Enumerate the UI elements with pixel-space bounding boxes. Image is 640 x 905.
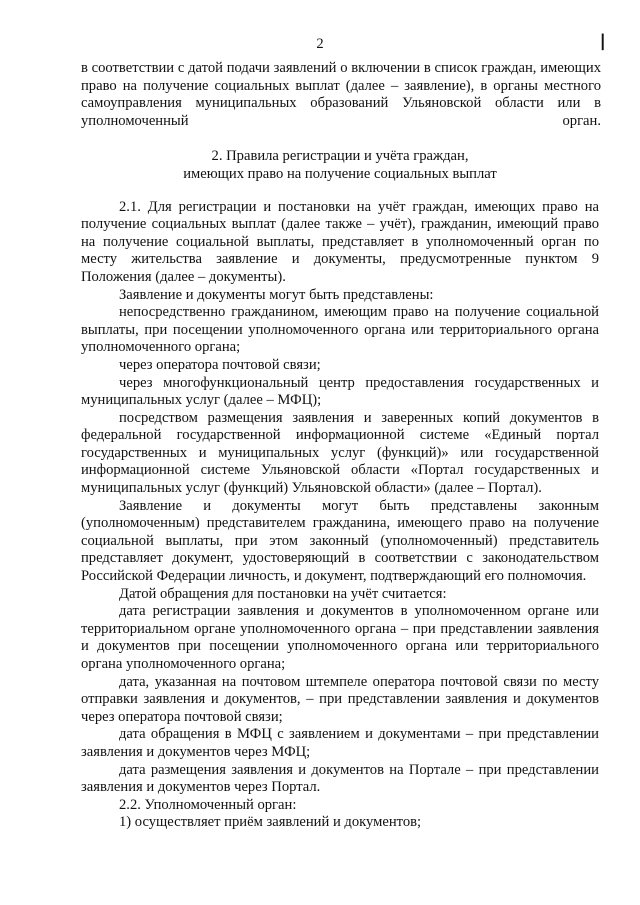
paragraph-post: через оператора почтовой связи;: [119, 356, 321, 373]
paragraph-2-2: 2.2. Уполномоченный орган:: [119, 796, 297, 813]
paragraph-2-2-item-1: 1) осуществляет приём заявлений и документов;: [119, 814, 422, 831]
paragraph-date-portal: дата размещения заявления и документов на Портале – при представлении заявления и документов через Портал.: [81, 761, 599, 796]
paragraph-representative: Заявление и документы могут быть представлены законным (уполномоченным) представителем гражданина, имеющего право на получение социальной выплаты, при этом законный (уполномоченный) представитель представляет документ, удостоверяющий в соответствии с законодательством Российской Федерации личность, и документ, подтверждающий его полномочия.: [81, 497, 599, 585]
paragraph-portal: посредством размещения заявления и заверенных копий документов в федеральной государственной информационной системе «Единый портал государственных и муниципальных услуг (функций)» или государственной информационной системе Ульяновской области «Портал государственных и муниципальных услуг (функций) Ульяновской области» (далее – Портал).: [81, 409, 599, 497]
section-title-line-2: имеющих право на получение социальных выплат: [183, 165, 497, 182]
intro-paragraph: в соответствии с датой подачи заявлений о включении в список граждан, имеющих право на получение социальных выплат (далее – заявление), в органы местного самоуправления муниципальных образований Ульяновской области или в уполномоченный орган.: [81, 60, 601, 129]
paragraph-date-registration: дата регистрации заявления и документов в уполномоченном органе или территориальном органе уполномоченного органа – при представлении заявления и документов при посещении уполномоченного органа или территориального органа уполномоченного органа;: [81, 603, 599, 672]
paragraph-date-mfc: дата обращения в МФЦ с заявлением и документами – при представлении заявления и документов через МФЦ;: [81, 726, 599, 760]
scan-corner-mark: ❘: [596, 33, 610, 50]
paragraph-direct: непосредственно гражданином, имеющим право на получение социальной выплаты, при посещении уполномоченного органа или территориального органа уполномоченного органа;: [81, 304, 599, 356]
paragraph-date-postmark: дата, указанная на почтовом штемпеле оператора почтовой связи по месту отправки заявления и документов, – при представлении заявления и документов через оператора почтовой связи;: [81, 673, 599, 725]
document-body: [81, 60, 599, 832]
paragraph-2-1: 2.1. Для регистрации и постановки на учёт граждан, имеющих право на получение социальных выплат (далее также – учёт), гражданин, имеющий право на получение социальной выплаты, представляет в уполномоченный орган по месту жительства заявление и документы, предусмотренные пунктом 9 Положения (далее – документы).: [81, 198, 599, 285]
paragraph-mfc: через многофункциональный центр предоставления государственных и муниципальных услуг (далее – МФЦ);: [81, 374, 599, 409]
page-number: 2: [316, 36, 324, 52]
paragraph-date-heading: Датой обращения для постановки на учёт считается:: [119, 585, 447, 602]
paragraph-submission-ways: Заявление и документы могут быть представлены:: [119, 286, 434, 303]
section-title-line-1: 2. Правила регистрации и учёта граждан,: [211, 148, 469, 165]
